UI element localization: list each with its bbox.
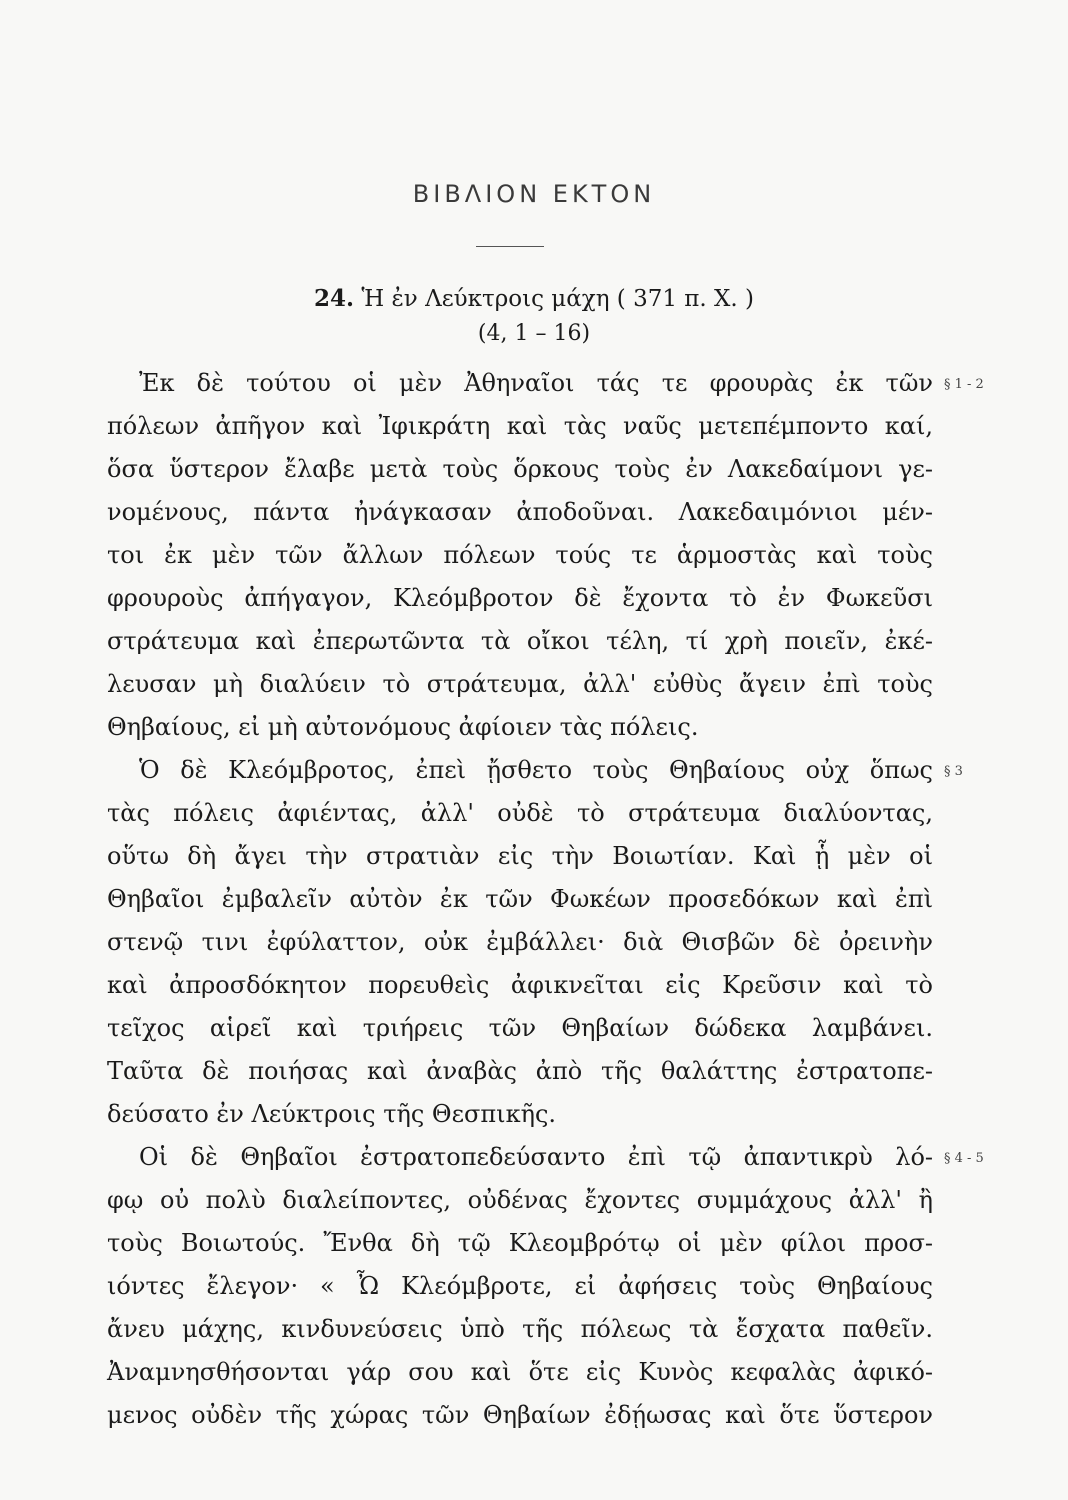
text-line: ὅσα ὕστερον ἔλαβε μετὰ τοὺς ὅρκους τοὺς ἐν Λακεδαίμονι γε- xyxy=(107,455,933,483)
text-line: τὰς πόλεις ἀφιέντας, ἀλλ' οὐδὲ τὸ στράτευμα διαλύοντας, xyxy=(107,799,933,827)
text-line: τεῖχος αἱρεῖ καὶ τριήρεις τῶν Θηβαίων δώδεκα λαμβάνει. xyxy=(107,1014,933,1042)
text-line: Ἐκ δὲ τούτου οἱ μὲν Ἀθηναῖοι τάς τε φρουρὰς ἐκ τῶν xyxy=(139,369,933,397)
text-line: οὕτω δὴ ἄγει τὴν στρατιὰν εἰς τὴν Βοιωτίαν. Καὶ ᾗ μὲν οἱ xyxy=(107,842,933,870)
book-title: ΒΙΒΛΙΟΝ ΕΚΤΟΝ xyxy=(412,180,656,208)
text-line: καὶ ἀπροσδόκητον πορευθεὶς ἀφικνεῖται εἰς Κρεῦσιν καὶ τὸ xyxy=(107,971,933,999)
text-line: φρουροὺς ἀπήγαγον, Κλεόμβροτον δὲ ἔχοντα τὸ ἐν Φωκεῦσι xyxy=(107,584,933,612)
text-line: Οἱ δὲ Θηβαῖοι ἐστρατοπεδεύσαντο ἐπὶ τῷ ἀπαντικρὺ λό- xyxy=(139,1143,933,1171)
text-line: πόλεων ἀπῆγον καὶ Ἰφικράτη καὶ τὰς ναῦς μετεπέμποντο καί, xyxy=(107,412,933,440)
section-title: Ἡ ἐν Λεύκτροις μάχη ( 371 π. Χ. ) xyxy=(361,286,754,312)
text-line: Ταῦτα δὲ ποιήσας καὶ ἀναβὰς ἀπὸ τῆς θαλάττης ἐστρατοπε- xyxy=(107,1057,933,1085)
text-line: φῳ οὐ πολὺ διαλείποντες, οὐδένας ἔχοντες συμμάχους ἀλλ' ἢ xyxy=(107,1186,933,1214)
section-reference: (4, 1 – 16) xyxy=(477,321,591,346)
text-line: Θηβαῖοι ἐμβαλεῖν αὐτὸν ἐκ τῶν Φωκέων προσεδόκων καὶ ἐπὶ xyxy=(107,885,933,913)
text-line: νομένους, πάντα ἠνάγκασαν ἀποδοῦναι. Λακεδαιμόνιοι μέν- xyxy=(107,498,933,526)
text-line: Θηβαίους, εἰ μὴ αὐτονόμους ἀφίοιεν τὰς πόλεις. xyxy=(107,713,699,741)
text-line: μενος οὐδὲν τῆς χώρας τῶν Θηβαίων ἐδῄωσας καὶ ὅτε ὕστερον xyxy=(107,1401,933,1429)
text-line: δεύσατο ἐν Λεύκτροις τῆς Θεσπικῆς. xyxy=(107,1100,557,1128)
text-line: ιόντες ἔλεγον· « Ὦ Κλεόμβροτε, εἰ ἀφήσεις τοὺς Θηβαίους xyxy=(107,1272,933,1300)
text-line: ἄνευ μάχης, κινδυνεύσεις ὑπὸ τῆς πόλεως τὰ ἔσχατα παθεῖν. xyxy=(107,1315,933,1343)
margin-note: § 3 xyxy=(944,764,963,779)
text-line: στράτευμα καὶ ἐπερωτῶντα τὰ οἴκοι τέλη, τί χρὴ ποιεῖν, ἐκέ- xyxy=(107,627,933,655)
text-line: λευσαν μὴ διαλύειν τὸ στράτευμα, ἀλλ' εὐθὺς ἄγειν ἐπὶ τοὺς xyxy=(107,670,933,698)
text-line: Ὁ δὲ Κλεόμβροτος, ἐπεὶ ᾔσθετο τοὺς Θηβαίους οὐχ ὅπως xyxy=(139,756,933,784)
section-number: 24. xyxy=(314,285,355,312)
text-line: στενῷ τινι ἐφύλαττον, οὐκ ἐμβάλλει· διὰ Θισβῶν δὲ ὀρεινὴν xyxy=(107,928,933,956)
text-line: τοὺς Βοιωτούς. Ἔνθα δὴ τῷ Κλεομβρότῳ οἱ μὲν φίλοι προσ- xyxy=(107,1229,933,1257)
margin-note: § 4 - 5 xyxy=(944,1151,984,1166)
text-line: Ἀναμνησθήσονται γάρ σου καὶ ὅτε εἰς Κυνὸς κεφαλὰς ἀφικό- xyxy=(107,1358,933,1386)
section-heading xyxy=(0,282,1068,316)
margin-note: § 1 - 2 xyxy=(944,377,984,392)
title-divider xyxy=(476,246,544,247)
text-line: τοι ἐκ μὲν τῶν ἄλλων πόλεων τούς τε ἁρμοστὰς καὶ τοὺς xyxy=(107,541,933,569)
